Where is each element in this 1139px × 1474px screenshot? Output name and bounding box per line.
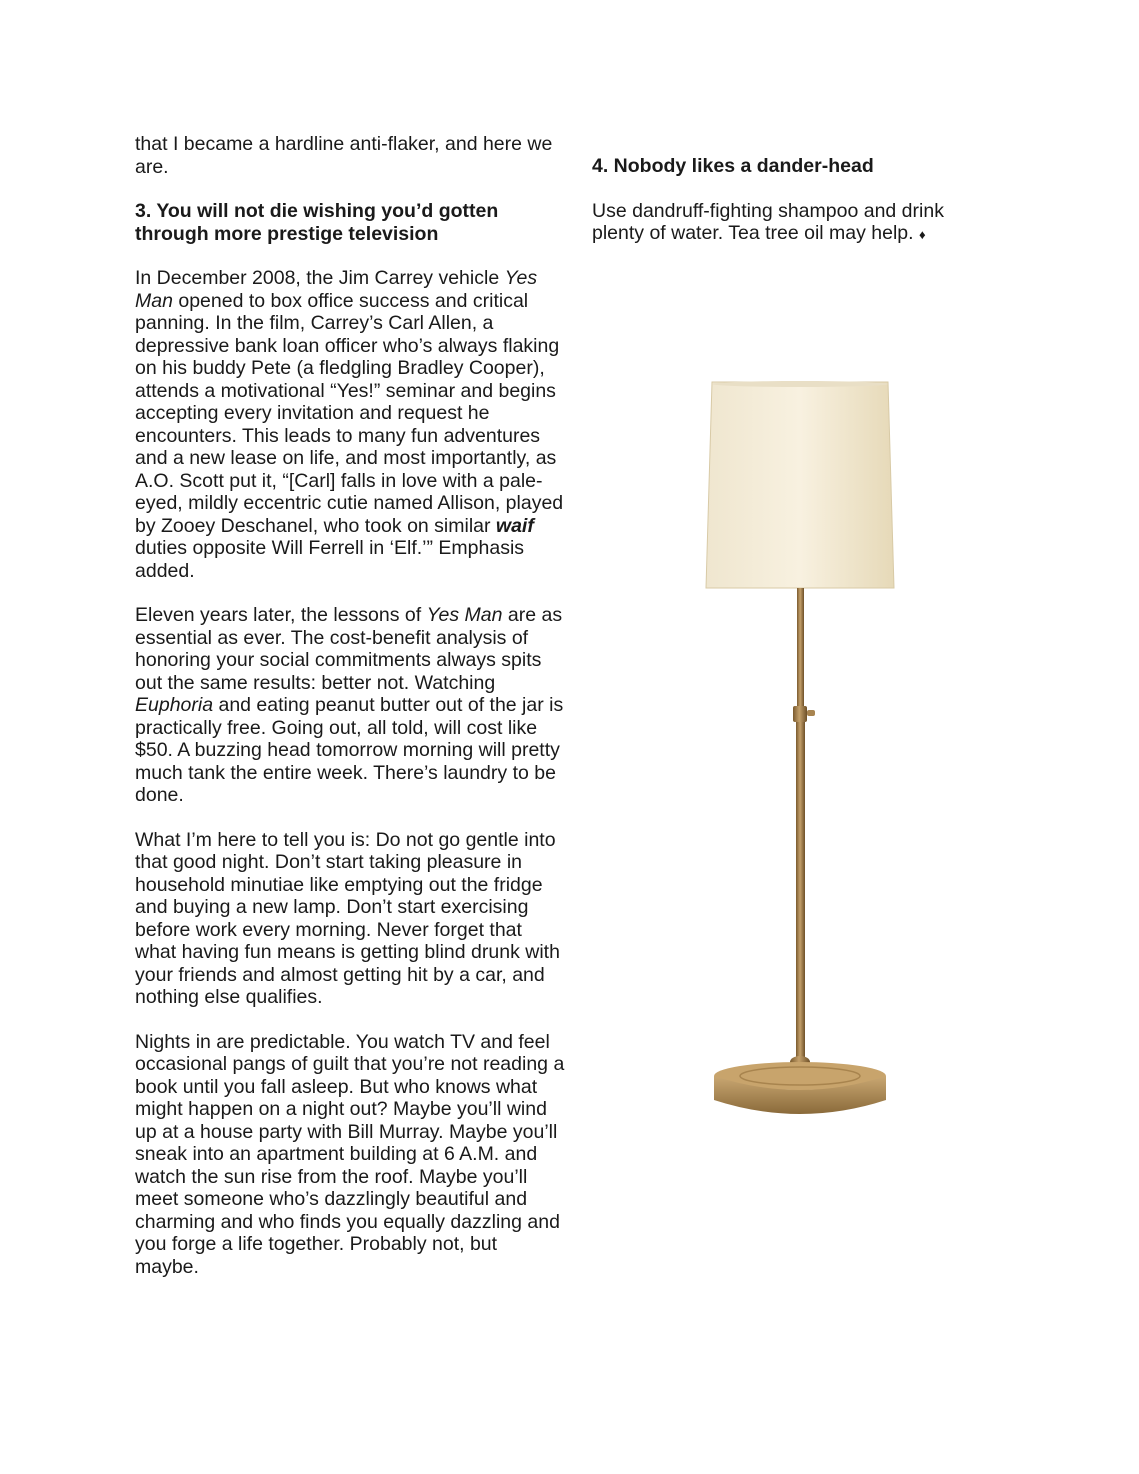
text-run: opened to box office success and critical panning. In the film, Carrey’s Carl Allen, a depressive bank loan officer who’s always flaking on his buddy Pete (a fledgling Bradley Cooper), attends a motivational “Yes!” seminar and begins accepting every invitation and request he encounters. This leads to many fun adventures and a new lease on life, and most importantly, as A.O. Scott put it, “[Carl] falls in love with a pale-eyed, mildly eccentric cutie named Allison, played by Zooey Deschanel, who took on similar xyxy=(135,289,564,537)
lamp-shade xyxy=(706,382,894,588)
film-title: Yes Man xyxy=(135,267,538,312)
paragraph-eleven-years xyxy=(135,604,565,807)
paragraph-do-not-go-gentle: What I’m here to tell you is: Do not go gentle into that good night. Don’t start taking pleasure in household minutiae like emptying out the fridge and buying a new lamp. Don’t start exercising before work every morning. Never forget that what having fun means is getting blind drunk with your friends and almost getting hit by a car, and nothing else qualifies. xyxy=(135,828,560,1008)
lamp-lower-stem xyxy=(796,722,805,1057)
paragraph-dandruff xyxy=(592,200,992,247)
section-heading-4: 4. Nobody likes a dander-head xyxy=(592,155,874,177)
lamp-image xyxy=(700,380,900,1150)
lamp-shade-rim xyxy=(712,381,888,387)
paragraph-yes-man xyxy=(135,267,565,582)
text-run: are as essential as ever. The cost-benefit analysis of honoring your social commitments always spits out the same results: better not. Watching xyxy=(135,604,563,694)
emphasis-word: waif xyxy=(495,514,534,537)
section-heading-3: 3. You will not die wishing you’d gotten through more prestige television xyxy=(135,200,499,245)
intro-paragraph: that I became a hardline anti-flaker, and here we are. xyxy=(135,133,553,178)
lamp-collar xyxy=(793,706,807,722)
film-title: Yes Man xyxy=(426,604,503,626)
end-mark-icon: ♦ xyxy=(919,227,926,242)
paragraph-nights-in: Nights in are predictable. You watch TV and feel occasional pangs of guilt that you’re not reading a book until you fall asleep. But who knows what might happen on a night out? Maybe you’ll wind up at a house party with Bill Murray. Maybe you’ll sneak into an apartment building at 6 A.M. and watch the sun rise from the roof. Maybe you’ll meet someone who’s dazzlingly beautiful and charming and who finds you equally dazzling and you forge a life together. Probably not, but maybe. xyxy=(135,1030,565,1278)
show-title: Euphoria xyxy=(135,694,214,716)
left-column xyxy=(135,133,565,1300)
lamp-knob xyxy=(807,710,815,716)
lamp-upper-stem xyxy=(797,588,804,708)
text-run: Eleven years later, the lessons of xyxy=(135,604,427,626)
text-run: Use dandruff-fighting shampoo and drink plenty of water. Tea tree oil may help. xyxy=(592,199,944,244)
text-run: and eating peanut butter out of the jar is practically free. Going out, all told, will cost like $50. A buzzing head tomorrow morning will pretty much tank the entire week. There’s laundry to be done. xyxy=(135,694,564,806)
text-run: duties opposite Will Ferrell in ‘Elf.’” Emphasis added. xyxy=(135,537,525,582)
right-column xyxy=(592,155,992,269)
text-run: In December 2008, the Jim Carrey vehicle xyxy=(135,267,505,289)
